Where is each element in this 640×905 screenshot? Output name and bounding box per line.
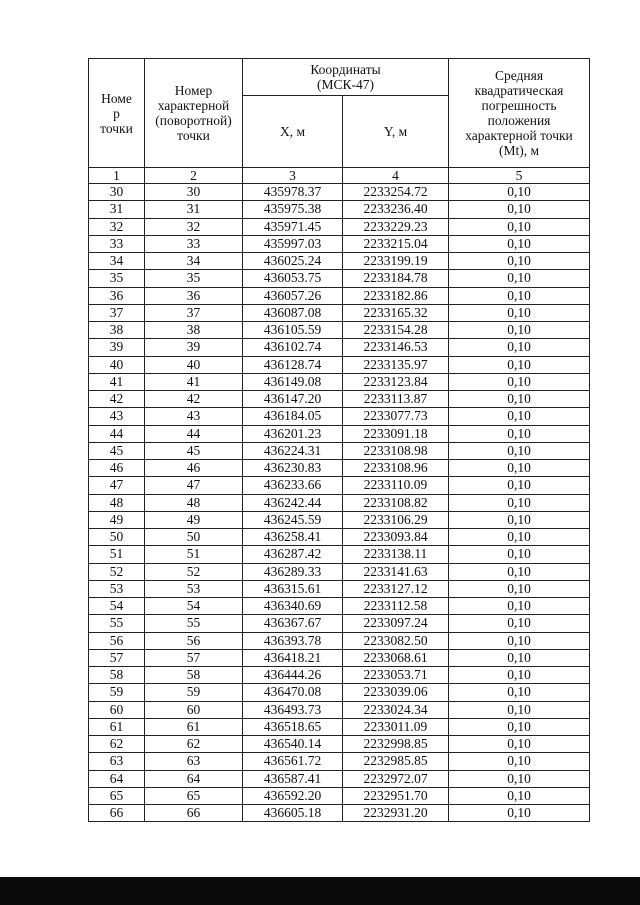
cell-error: 0,10 bbox=[449, 684, 590, 701]
cell-x: 436102.74 bbox=[243, 339, 343, 356]
cell-error: 0,10 bbox=[449, 373, 590, 390]
cell-y: 2233215.04 bbox=[343, 235, 449, 252]
cell-y: 2232951.70 bbox=[343, 787, 449, 804]
table-row bbox=[89, 304, 590, 321]
cell-characteristic-point: 62 bbox=[145, 736, 243, 753]
cell-point-number: 56 bbox=[89, 632, 145, 649]
cell-point-number: 49 bbox=[89, 511, 145, 528]
cell-point-number: 50 bbox=[89, 529, 145, 546]
cell-error: 0,10 bbox=[449, 322, 590, 339]
cell-y: 2233182.86 bbox=[343, 287, 449, 304]
table-row bbox=[89, 494, 590, 511]
table-row bbox=[89, 684, 590, 701]
cell-point-number: 42 bbox=[89, 391, 145, 408]
cell-point-number: 41 bbox=[89, 373, 145, 390]
cell-error: 0,10 bbox=[449, 184, 590, 201]
cell-x: 436224.31 bbox=[243, 442, 343, 459]
cell-point-number: 39 bbox=[89, 339, 145, 356]
column-number: 2 bbox=[145, 168, 243, 184]
cell-x: 436087.08 bbox=[243, 304, 343, 321]
cell-y: 2233112.58 bbox=[343, 598, 449, 615]
cell-characteristic-point: 43 bbox=[145, 408, 243, 425]
cell-error: 0,10 bbox=[449, 494, 590, 511]
cell-point-number: 40 bbox=[89, 356, 145, 373]
cell-characteristic-point: 58 bbox=[145, 667, 243, 684]
table-row bbox=[89, 442, 590, 459]
cell-error: 0,10 bbox=[449, 667, 590, 684]
cell-x: 436242.44 bbox=[243, 494, 343, 511]
cell-error: 0,10 bbox=[449, 408, 590, 425]
cell-characteristic-point: 54 bbox=[145, 598, 243, 615]
table-row bbox=[89, 235, 590, 252]
cell-error: 0,10 bbox=[449, 201, 590, 218]
cell-x: 436057.26 bbox=[243, 287, 343, 304]
cell-characteristic-point: 65 bbox=[145, 787, 243, 804]
table-row bbox=[89, 701, 590, 718]
cell-x: 436444.26 bbox=[243, 667, 343, 684]
table-row bbox=[89, 736, 590, 753]
cell-y: 2233184.78 bbox=[343, 270, 449, 287]
cell-point-number: 51 bbox=[89, 546, 145, 563]
table-row bbox=[89, 460, 590, 477]
cell-y: 2233154.28 bbox=[343, 322, 449, 339]
table-row bbox=[89, 339, 590, 356]
cell-x: 436105.59 bbox=[243, 322, 343, 339]
cell-error: 0,10 bbox=[449, 477, 590, 494]
cell-characteristic-point: 31 bbox=[145, 201, 243, 218]
cell-characteristic-point: 59 bbox=[145, 684, 243, 701]
table-row bbox=[89, 218, 590, 235]
table-row bbox=[89, 391, 590, 408]
header-coordinates: Координаты (МСК-47) bbox=[243, 59, 449, 96]
cell-x: 436287.42 bbox=[243, 546, 343, 563]
cell-point-number: 38 bbox=[89, 322, 145, 339]
cell-characteristic-point: 42 bbox=[145, 391, 243, 408]
cell-characteristic-point: 36 bbox=[145, 287, 243, 304]
cell-point-number: 63 bbox=[89, 753, 145, 770]
cell-point-number: 55 bbox=[89, 615, 145, 632]
cell-point-number: 66 bbox=[89, 805, 145, 822]
cell-point-number: 46 bbox=[89, 460, 145, 477]
cell-error: 0,10 bbox=[449, 753, 590, 770]
table-row bbox=[89, 632, 590, 649]
cell-y: 2233199.19 bbox=[343, 253, 449, 270]
cell-point-number: 48 bbox=[89, 494, 145, 511]
cell-characteristic-point: 53 bbox=[145, 580, 243, 597]
cell-x: 436201.23 bbox=[243, 425, 343, 442]
cell-y: 2233108.98 bbox=[343, 442, 449, 459]
cell-y: 2233113.87 bbox=[343, 391, 449, 408]
cell-error: 0,10 bbox=[449, 598, 590, 615]
table-row bbox=[89, 253, 590, 270]
cell-point-number: 34 bbox=[89, 253, 145, 270]
cell-characteristic-point: 40 bbox=[145, 356, 243, 373]
column-number: 3 bbox=[243, 168, 343, 184]
table-row bbox=[89, 787, 590, 804]
cell-y: 2233082.50 bbox=[343, 632, 449, 649]
cell-characteristic-point: 45 bbox=[145, 442, 243, 459]
cell-error: 0,10 bbox=[449, 511, 590, 528]
table-row bbox=[89, 270, 590, 287]
cell-y: 2233123.84 bbox=[343, 373, 449, 390]
cell-y: 2233097.24 bbox=[343, 615, 449, 632]
cell-y: 2233236.40 bbox=[343, 201, 449, 218]
cell-x: 436289.33 bbox=[243, 563, 343, 580]
cell-characteristic-point: 34 bbox=[145, 253, 243, 270]
cell-characteristic-point: 30 bbox=[145, 184, 243, 201]
cell-characteristic-point: 47 bbox=[145, 477, 243, 494]
table-row bbox=[89, 477, 590, 494]
cell-x: 436230.83 bbox=[243, 460, 343, 477]
cell-error: 0,10 bbox=[449, 304, 590, 321]
table-row bbox=[89, 580, 590, 597]
cell-y: 2232972.07 bbox=[343, 770, 449, 787]
cell-y: 2233138.11 bbox=[343, 546, 449, 563]
table-row bbox=[89, 598, 590, 615]
table-row bbox=[89, 287, 590, 304]
cell-error: 0,10 bbox=[449, 736, 590, 753]
cell-x: 436233.66 bbox=[243, 477, 343, 494]
cell-x: 436605.18 bbox=[243, 805, 343, 822]
cell-error: 0,10 bbox=[449, 805, 590, 822]
table-row bbox=[89, 184, 590, 201]
cell-characteristic-point: 37 bbox=[145, 304, 243, 321]
header-point-number: Номе р точки bbox=[89, 59, 145, 168]
table-row bbox=[89, 511, 590, 528]
cell-y: 2233165.32 bbox=[343, 304, 449, 321]
cell-error: 0,10 bbox=[449, 425, 590, 442]
cell-x: 436470.08 bbox=[243, 684, 343, 701]
cell-point-number: 61 bbox=[89, 718, 145, 735]
cell-characteristic-point: 39 bbox=[145, 339, 243, 356]
cell-error: 0,10 bbox=[449, 563, 590, 580]
table-row bbox=[89, 805, 590, 822]
cell-x: 436561.72 bbox=[243, 753, 343, 770]
cell-x: 436367.67 bbox=[243, 615, 343, 632]
cell-characteristic-point: 50 bbox=[145, 529, 243, 546]
cell-error: 0,10 bbox=[449, 218, 590, 235]
cell-error: 0,10 bbox=[449, 701, 590, 718]
cell-characteristic-point: 66 bbox=[145, 805, 243, 822]
cell-x: 436245.59 bbox=[243, 511, 343, 528]
cell-point-number: 37 bbox=[89, 304, 145, 321]
cell-x: 435997.03 bbox=[243, 235, 343, 252]
table-row bbox=[89, 408, 590, 425]
cell-characteristic-point: 38 bbox=[145, 322, 243, 339]
cell-characteristic-point: 52 bbox=[145, 563, 243, 580]
table-row bbox=[89, 667, 590, 684]
table-row bbox=[89, 563, 590, 580]
cell-characteristic-point: 46 bbox=[145, 460, 243, 477]
cell-point-number: 53 bbox=[89, 580, 145, 597]
cell-x: 436587.41 bbox=[243, 770, 343, 787]
cell-error: 0,10 bbox=[449, 615, 590, 632]
coordinates-table bbox=[88, 58, 590, 822]
column-number-row bbox=[89, 168, 590, 184]
cell-y: 2233108.82 bbox=[343, 494, 449, 511]
cell-error: 0,10 bbox=[449, 580, 590, 597]
cell-error: 0,10 bbox=[449, 529, 590, 546]
cell-error: 0,10 bbox=[449, 460, 590, 477]
cell-characteristic-point: 60 bbox=[145, 701, 243, 718]
cell-error: 0,10 bbox=[449, 287, 590, 304]
cell-x: 436258.41 bbox=[243, 529, 343, 546]
cell-x: 436315.61 bbox=[243, 580, 343, 597]
cell-x: 436147.20 bbox=[243, 391, 343, 408]
cell-y: 2232931.20 bbox=[343, 805, 449, 822]
cell-y: 2233110.09 bbox=[343, 477, 449, 494]
cell-y: 2233011.09 bbox=[343, 718, 449, 735]
cell-y: 2233146.53 bbox=[343, 339, 449, 356]
table-row bbox=[89, 770, 590, 787]
cell-point-number: 47 bbox=[89, 477, 145, 494]
cell-y: 2233106.29 bbox=[343, 511, 449, 528]
cell-y: 2233053.71 bbox=[343, 667, 449, 684]
table-header bbox=[89, 59, 590, 168]
cell-characteristic-point: 51 bbox=[145, 546, 243, 563]
cell-point-number: 65 bbox=[89, 787, 145, 804]
cell-characteristic-point: 49 bbox=[145, 511, 243, 528]
cell-characteristic-point: 33 bbox=[145, 235, 243, 252]
table-body bbox=[89, 168, 590, 822]
cell-error: 0,10 bbox=[449, 546, 590, 563]
header-mean-square-error: Средняя квадратическая погрешность положения характерной точки (Mt), м bbox=[449, 59, 590, 168]
cell-characteristic-point: 55 bbox=[145, 615, 243, 632]
column-number: 5 bbox=[449, 168, 590, 184]
cell-x: 436418.21 bbox=[243, 649, 343, 666]
table-row bbox=[89, 373, 590, 390]
header-characteristic-point: Номер характерной (поворотной) точки bbox=[145, 59, 243, 168]
cell-error: 0,10 bbox=[449, 391, 590, 408]
cell-characteristic-point: 32 bbox=[145, 218, 243, 235]
header-y: Y, м bbox=[343, 96, 449, 168]
cell-y: 2233254.72 bbox=[343, 184, 449, 201]
cell-x: 435971.45 bbox=[243, 218, 343, 235]
cell-x: 436592.20 bbox=[243, 787, 343, 804]
cell-y: 2233093.84 bbox=[343, 529, 449, 546]
table-row bbox=[89, 322, 590, 339]
cell-x: 436540.14 bbox=[243, 736, 343, 753]
cell-characteristic-point: 35 bbox=[145, 270, 243, 287]
cell-error: 0,10 bbox=[449, 356, 590, 373]
cell-y: 2233077.73 bbox=[343, 408, 449, 425]
cell-error: 0,10 bbox=[449, 787, 590, 804]
cell-characteristic-point: 44 bbox=[145, 425, 243, 442]
cell-x: 435978.37 bbox=[243, 184, 343, 201]
cell-x: 436149.08 bbox=[243, 373, 343, 390]
table-row bbox=[89, 425, 590, 442]
cell-characteristic-point: 61 bbox=[145, 718, 243, 735]
cell-error: 0,10 bbox=[449, 649, 590, 666]
cell-point-number: 45 bbox=[89, 442, 145, 459]
cell-point-number: 44 bbox=[89, 425, 145, 442]
cell-error: 0,10 bbox=[449, 270, 590, 287]
header-x: X, м bbox=[243, 96, 343, 168]
cell-y: 2233108.96 bbox=[343, 460, 449, 477]
cell-error: 0,10 bbox=[449, 718, 590, 735]
table-row bbox=[89, 649, 590, 666]
cell-y: 2233127.12 bbox=[343, 580, 449, 597]
cell-characteristic-point: 41 bbox=[145, 373, 243, 390]
table-row bbox=[89, 356, 590, 373]
cell-x: 435975.38 bbox=[243, 201, 343, 218]
cell-point-number: 62 bbox=[89, 736, 145, 753]
cell-x: 436184.05 bbox=[243, 408, 343, 425]
table-row bbox=[89, 546, 590, 563]
cell-x: 436053.75 bbox=[243, 270, 343, 287]
cell-x: 436340.69 bbox=[243, 598, 343, 615]
table-row bbox=[89, 615, 590, 632]
table-row bbox=[89, 201, 590, 218]
cell-x: 436025.24 bbox=[243, 253, 343, 270]
cell-characteristic-point: 57 bbox=[145, 649, 243, 666]
cell-y: 2232985.85 bbox=[343, 753, 449, 770]
cell-y: 2232998.85 bbox=[343, 736, 449, 753]
cell-characteristic-point: 63 bbox=[145, 753, 243, 770]
cell-point-number: 57 bbox=[89, 649, 145, 666]
cell-point-number: 59 bbox=[89, 684, 145, 701]
cell-y: 2233141.63 bbox=[343, 563, 449, 580]
cell-point-number: 31 bbox=[89, 201, 145, 218]
cell-x: 436128.74 bbox=[243, 356, 343, 373]
cell-error: 0,10 bbox=[449, 235, 590, 252]
cell-characteristic-point: 48 bbox=[145, 494, 243, 511]
cell-x: 436393.78 bbox=[243, 632, 343, 649]
cell-characteristic-point: 56 bbox=[145, 632, 243, 649]
cell-y: 2233091.18 bbox=[343, 425, 449, 442]
scan-edge-bar bbox=[0, 877, 640, 905]
cell-point-number: 54 bbox=[89, 598, 145, 615]
column-number: 4 bbox=[343, 168, 449, 184]
cell-x: 436518.65 bbox=[243, 718, 343, 735]
cell-error: 0,10 bbox=[449, 442, 590, 459]
table-row bbox=[89, 718, 590, 735]
cell-point-number: 60 bbox=[89, 701, 145, 718]
column-number: 1 bbox=[89, 168, 145, 184]
cell-point-number: 36 bbox=[89, 287, 145, 304]
cell-characteristic-point: 64 bbox=[145, 770, 243, 787]
table-row bbox=[89, 529, 590, 546]
cell-point-number: 30 bbox=[89, 184, 145, 201]
cell-y: 2233135.97 bbox=[343, 356, 449, 373]
cell-error: 0,10 bbox=[449, 253, 590, 270]
cell-y: 2233229.23 bbox=[343, 218, 449, 235]
cell-point-number: 35 bbox=[89, 270, 145, 287]
cell-point-number: 43 bbox=[89, 408, 145, 425]
cell-error: 0,10 bbox=[449, 339, 590, 356]
cell-error: 0,10 bbox=[449, 770, 590, 787]
cell-point-number: 33 bbox=[89, 235, 145, 252]
cell-point-number: 52 bbox=[89, 563, 145, 580]
cell-point-number: 58 bbox=[89, 667, 145, 684]
cell-y: 2233039.06 bbox=[343, 684, 449, 701]
cell-y: 2233068.61 bbox=[343, 649, 449, 666]
table-row bbox=[89, 753, 590, 770]
cell-point-number: 64 bbox=[89, 770, 145, 787]
cell-x: 436493.73 bbox=[243, 701, 343, 718]
cell-error: 0,10 bbox=[449, 632, 590, 649]
cell-y: 2233024.34 bbox=[343, 701, 449, 718]
cell-point-number: 32 bbox=[89, 218, 145, 235]
